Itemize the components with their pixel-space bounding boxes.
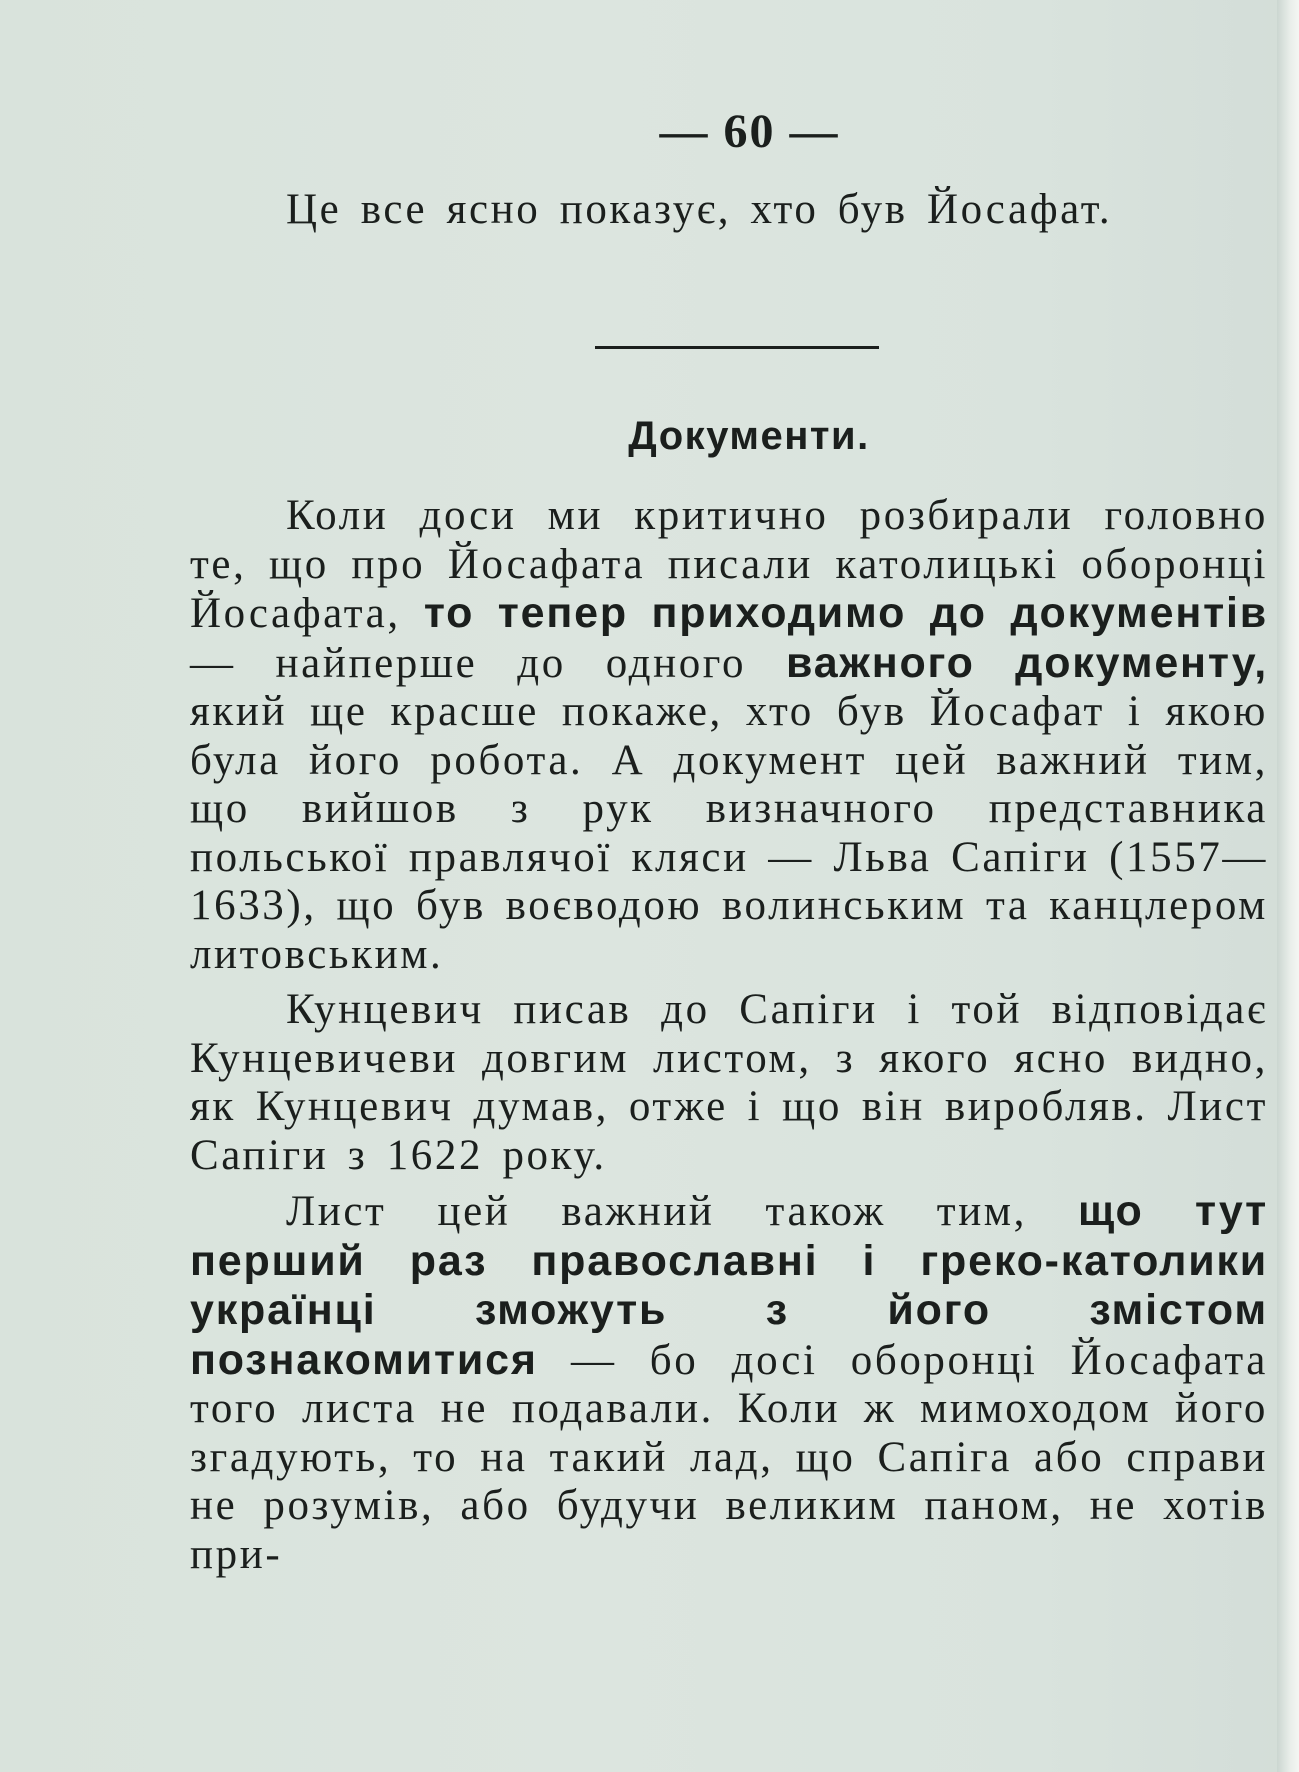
body-text [190, 492, 1268, 1586]
intro-paragraph [190, 186, 1268, 235]
section-heading: Документи. [628, 414, 870, 458]
page-edge [1277, 0, 1299, 1772]
bold-segment: то тепер приходимо до документів [423, 589, 1268, 637]
paragraph [190, 986, 1268, 1180]
paragraph [190, 1187, 1268, 1579]
section-divider [595, 346, 879, 349]
bold-segment: важного документу, [786, 638, 1268, 687]
text-segment: — найперше до одного [190, 639, 787, 687]
text-segment: який ще красше покаже, хто був Йосафат і якою була його робота. А документ цей важний тим, що вийшов з рук визначного представника польської правлячої кляси — Льва Сапіги (1557—1633), що був воєводою волинським та канцлером литовським. [190, 688, 1268, 978]
intro-text: Це все ясно показує, хто був Йосафат. [286, 186, 1113, 233]
text-segment: Коли доси ми критично розбирали головно те, що про Йосафата писали католицькі оборонці Йосафата, [190, 492, 1268, 637]
text-segment: Кунцевич писав до Сапіги і той відповідає Кунцевичеви довгим листом, з якого ясно видно, як Кунцевич думав, отже і що він виробляв. Лист Сапіги з 1622 року. [190, 986, 1268, 1179]
text-segment: Лист цей важний також тим, [286, 1188, 1078, 1235]
paragraph [190, 492, 1268, 979]
page-number: — 60 — [659, 105, 840, 158]
text-segment: — бо досі оборонці Йосафата того листа не подавали. Коли ж мимоходом його згадують, то на такий лад, що Сапіга або справи не розумів, або будучи великим паном, не хотів при- [190, 1336, 1268, 1578]
bold-segment: що тут перший раз православні і греко-католики українці зможуть з його змістом познакомитися [190, 1187, 1268, 1384]
